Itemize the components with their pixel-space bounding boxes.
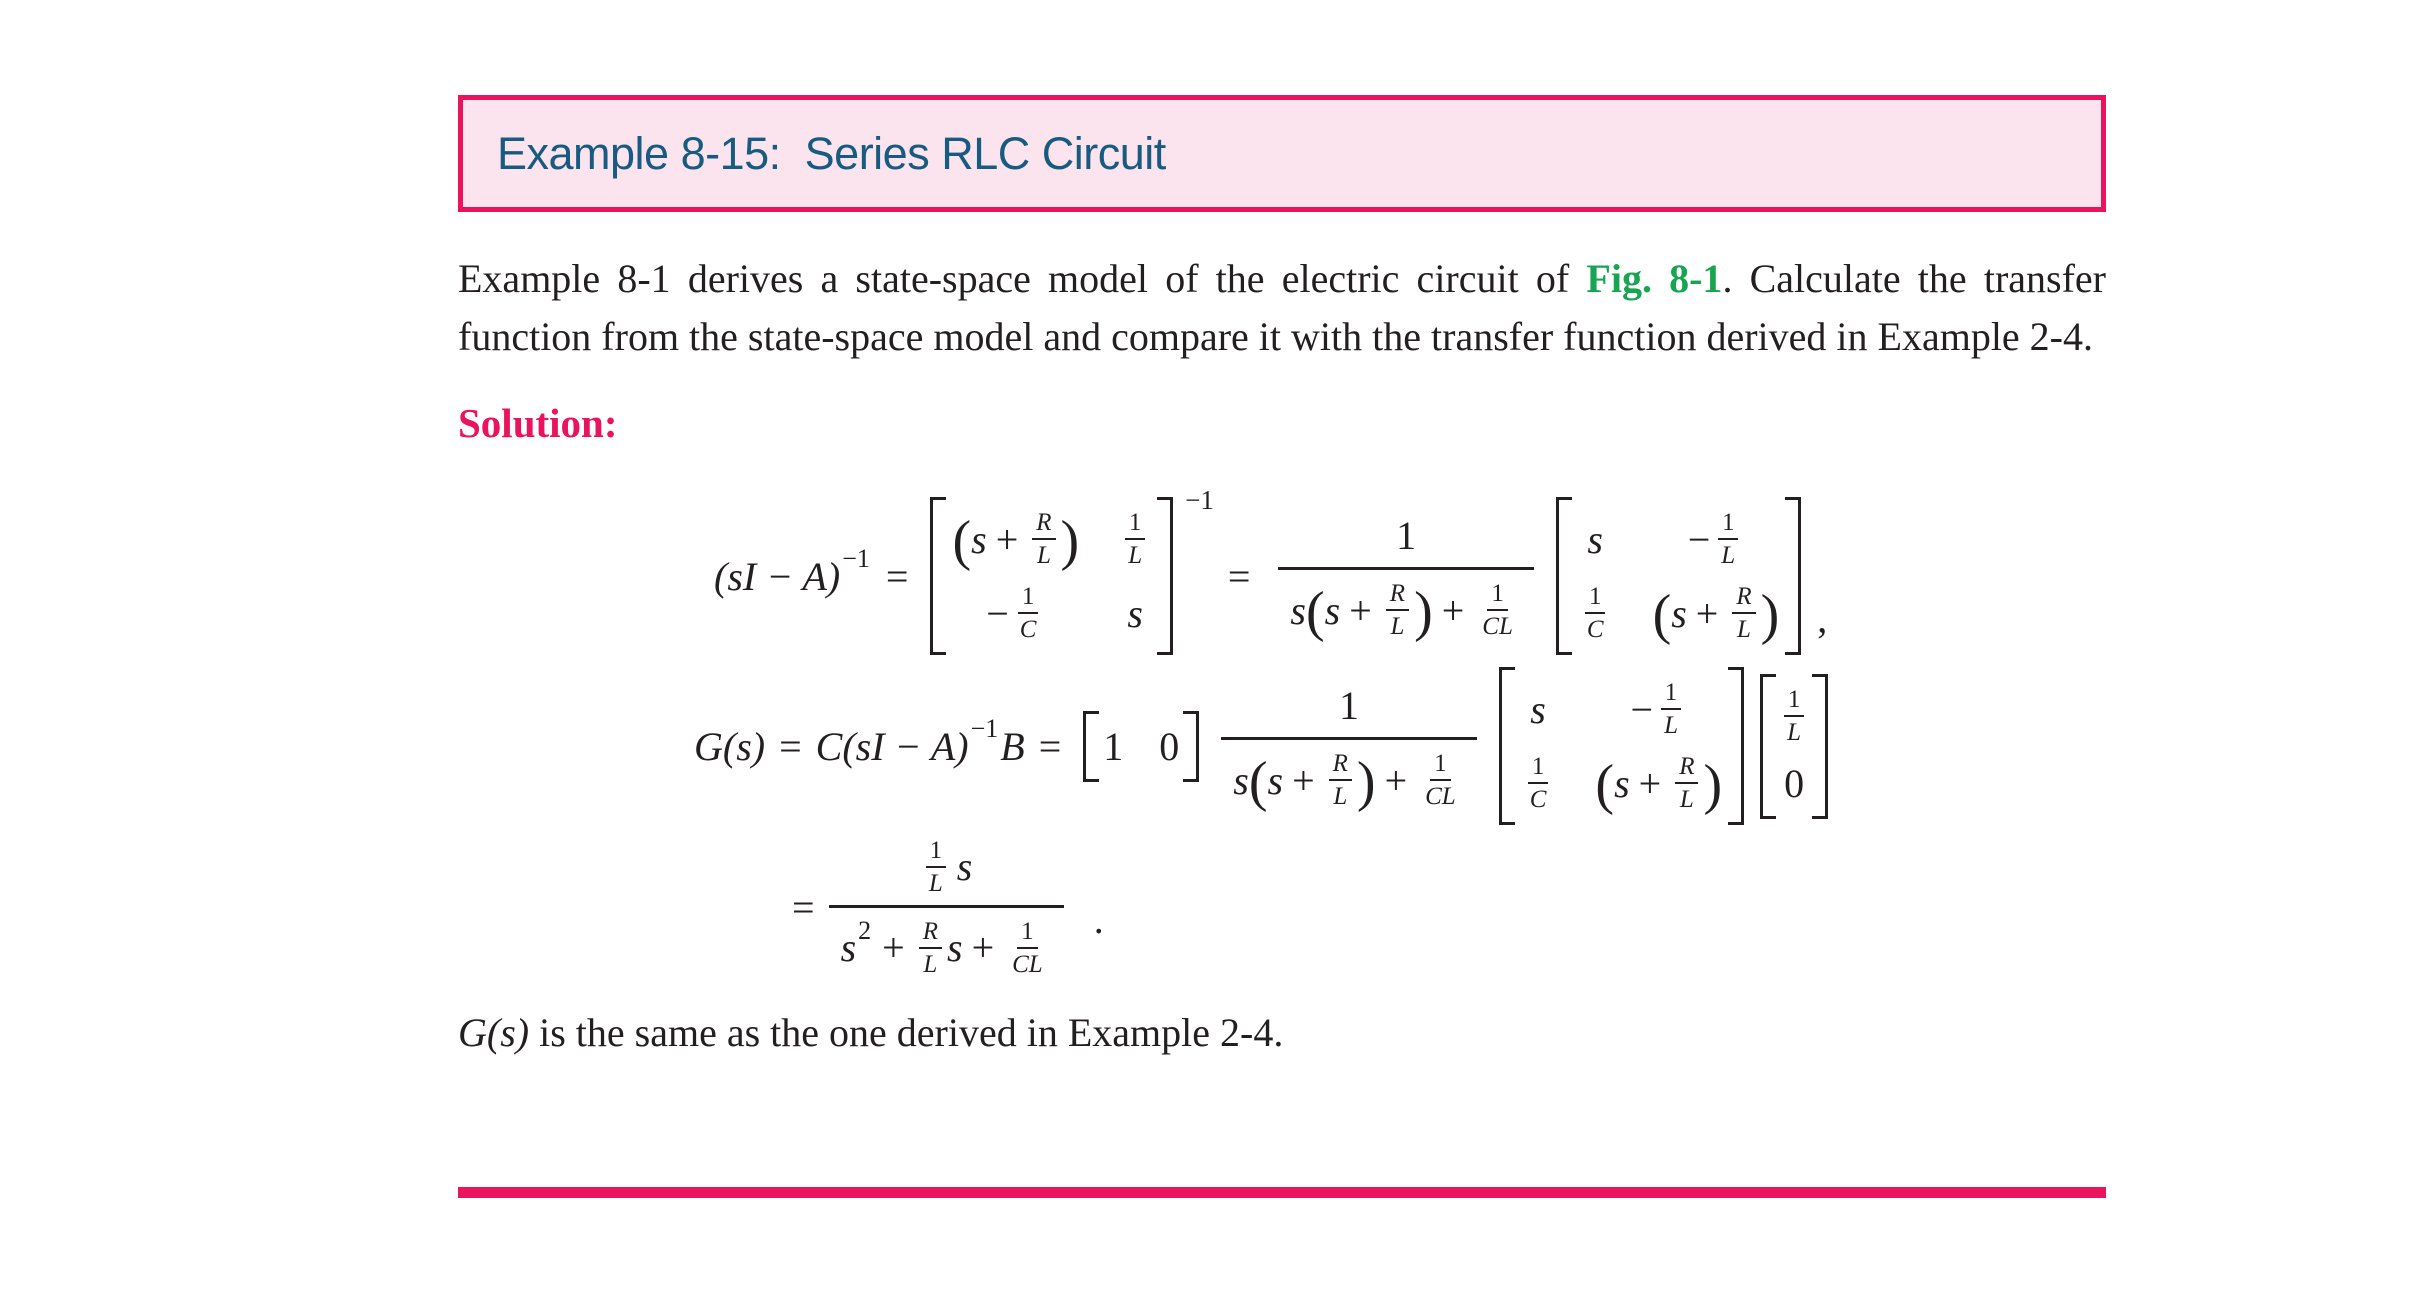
- fraction-numerator: 1: [1784, 686, 1805, 717]
- fraction: [1717, 509, 1739, 569]
- figure-reference-link[interactable]: Fig. 8-1: [1586, 256, 1723, 301]
- equals-sign: =: [779, 723, 802, 769]
- result-fraction: [829, 837, 1064, 978]
- fraction-denominator: L: [1737, 616, 1751, 644]
- matrix-cell: s: [1127, 590, 1143, 636]
- fraction: [1732, 583, 1755, 643]
- example-title: Example 8-15: Series RLC Circuit: [497, 127, 1166, 179]
- math-term: s: [840, 925, 857, 971]
- superscript-inverse: −1: [1185, 485, 1214, 516]
- example-title-box: [458, 95, 2106, 212]
- fraction: [919, 918, 942, 978]
- problem-text-pre: Example 8-1 derives a state-space model of the electric circuit of: [458, 256, 1587, 301]
- fraction-numerator: R: [1386, 580, 1409, 611]
- fraction-denominator: L: [1721, 542, 1736, 570]
- minus-sign: −: [1630, 686, 1654, 732]
- math-term: s: [971, 516, 987, 562]
- equation-gs-result: [458, 831, 2106, 983]
- superscript-inverse: −1: [842, 544, 870, 574]
- math-term: s: [1324, 587, 1341, 633]
- fraction-denominator: C: [1529, 786, 1547, 814]
- closing-text: is the same as the one derived in Example 2-4.: [529, 1010, 1284, 1056]
- fraction-denominator: L: [1390, 613, 1405, 641]
- matrix-cell: ( s + $\frac{R}{L}$ ): [1652, 583, 1780, 647]
- fraction: [1421, 750, 1460, 810]
- math-term: s: [1671, 590, 1687, 636]
- section-divider-rule: [458, 1187, 2106, 1198]
- equation-si-a-inverse: [458, 485, 2106, 661]
- equals-sign: =: [792, 884, 815, 930]
- fraction-numerator: R: [1032, 509, 1055, 540]
- lhs-term: G(s): [694, 723, 766, 769]
- matrix-cell: s: [1587, 516, 1603, 562]
- math-term: s: [946, 925, 963, 971]
- content-column: [458, 95, 2106, 1294]
- vector-cell: [1778, 686, 1810, 746]
- fraction-denominator: s ( s + $\frac{R}{L}$ ) + $\frac{1}{CL}$: [1278, 567, 1533, 640]
- fraction-numerator: R: [1675, 753, 1698, 784]
- matrix-cell: [986, 583, 1045, 643]
- fraction: [1329, 750, 1352, 810]
- problem-text-post: . Calculate the transfer function from the state-space model and compare it with the transfer function derived in Example 2-4.: [458, 256, 2106, 359]
- equation-gs-derivation: [458, 661, 2106, 831]
- fraction-denominator: L: [1664, 712, 1678, 740]
- matrix-cell: ( s + $\frac{R}{L}$ ): [952, 509, 1080, 573]
- derivation-equations: [458, 485, 2106, 983]
- fraction-numerator: 1: [1018, 583, 1039, 614]
- math-term: (sI − A): [842, 723, 969, 769]
- matrix-cell: [1521, 753, 1556, 813]
- fraction-numerator: 1: [1338, 683, 1359, 729]
- math-term: C: [815, 723, 843, 769]
- fraction-denominator: L: [1036, 542, 1051, 570]
- comma: ,: [1817, 595, 1828, 641]
- superscript-inverse: −1: [970, 714, 999, 744]
- fraction-denominator: s ( s + $\frac{R}{L}$ ) + $\frac{1}{CL}$: [1221, 737, 1476, 810]
- fraction-numerator: 1: [1718, 509, 1739, 540]
- fraction: [1583, 583, 1608, 643]
- fraction-denominator: CL: [1425, 783, 1456, 811]
- math-term: s: [1233, 757, 1249, 803]
- equals-sign: =: [1227, 553, 1251, 599]
- vector-cell: 0: [1159, 723, 1180, 769]
- fraction: [925, 837, 947, 897]
- math-term: s: [1614, 760, 1630, 806]
- fraction-denominator: CL: [1482, 613, 1513, 641]
- plus-sign: +: [1441, 587, 1465, 633]
- vector-cell: 1: [1103, 723, 1124, 769]
- math-term: B: [1000, 723, 1025, 769]
- row-vector-c: [1083, 711, 1199, 782]
- fraction-numerator: 1: [1528, 753, 1549, 784]
- determinant-fraction: [1221, 682, 1476, 814]
- solution-label: Solution:: [458, 400, 618, 447]
- fraction-denominator: L: [1333, 783, 1348, 811]
- fraction-denominator: L: [923, 950, 938, 978]
- plus-sign: +: [1349, 587, 1372, 633]
- matrix-cell: [1119, 509, 1151, 569]
- period: .: [1093, 896, 1104, 942]
- plus-sign: +: [1638, 760, 1662, 806]
- fraction: [1386, 580, 1409, 640]
- plus-sign: +: [971, 925, 995, 971]
- fraction: [1032, 509, 1055, 569]
- lhs-term: (sI − A): [714, 553, 841, 599]
- fraction: [1783, 686, 1805, 746]
- fraction: [1016, 583, 1041, 643]
- math-term: G(s): [458, 1010, 530, 1056]
- equals-sign: =: [885, 553, 909, 599]
- vector-cell: 0: [1784, 760, 1805, 806]
- fraction: [1124, 509, 1146, 569]
- plus-sign: +: [1292, 757, 1315, 803]
- plus-sign: +: [882, 925, 905, 971]
- fraction-numerator: 1: [1017, 918, 1038, 949]
- fraction-denominator: L: [1787, 718, 1802, 746]
- fraction-numerator: 1: [1661, 679, 1682, 710]
- matrix-si-a: [930, 497, 1173, 655]
- math-term: s: [1290, 587, 1306, 633]
- problem-statement: [458, 250, 2106, 365]
- math-term: s: [1267, 757, 1284, 803]
- plus-sign: +: [1384, 757, 1408, 803]
- closing-statement: [458, 1009, 2106, 1056]
- fraction-denominator: L: [1128, 542, 1143, 570]
- minus-sign: −: [986, 590, 1009, 636]
- fraction-numerator: R: [1732, 583, 1755, 614]
- fraction-denominator: C: [1586, 616, 1604, 644]
- matrix-adjugate: [1556, 497, 1801, 655]
- fraction-numerator: 1: [1396, 513, 1417, 559]
- fraction-numerator: R: [919, 918, 942, 949]
- math-term: s: [956, 844, 973, 890]
- column-vector-b: [1760, 674, 1828, 819]
- equals-sign: =: [1038, 723, 1062, 769]
- fraction: [1675, 753, 1698, 813]
- matrix-cell: s: [1530, 686, 1546, 732]
- matrix-cell: [1631, 679, 1687, 739]
- fraction-numerator: 1: [1487, 580, 1508, 611]
- fraction-numerator: R: [1329, 750, 1352, 781]
- matrix-inverse-group: [922, 485, 1214, 655]
- fraction-denominator: CL: [1012, 950, 1043, 978]
- fraction-denominator: C: [1019, 616, 1037, 644]
- fraction: [1660, 679, 1682, 739]
- fraction-denominator: [829, 905, 1064, 978]
- plus-sign: +: [1695, 590, 1719, 636]
- fraction-numerator: [908, 837, 984, 905]
- matrix-cell: [1688, 509, 1744, 569]
- fraction: [1526, 753, 1551, 813]
- determinant-fraction: [1278, 512, 1533, 644]
- fraction-numerator: 1: [926, 837, 947, 868]
- minus-sign: −: [1687, 516, 1711, 562]
- matrix-cell: ( s + $\frac{R}{L}$ ): [1595, 753, 1723, 817]
- superscript-squared: 2: [858, 915, 872, 945]
- fraction-numerator: 1: [1430, 750, 1451, 781]
- fraction: [1478, 580, 1517, 640]
- fraction-numerator: 1: [1585, 583, 1606, 614]
- fraction-denominator: L: [1679, 786, 1694, 814]
- fraction: [1008, 918, 1047, 978]
- fraction-numerator: 1: [1125, 509, 1146, 540]
- fraction-denominator: L: [928, 869, 943, 897]
- plus-sign: +: [995, 516, 1019, 562]
- matrix-cell: [1578, 583, 1613, 643]
- matrix-adjugate: [1499, 667, 1744, 825]
